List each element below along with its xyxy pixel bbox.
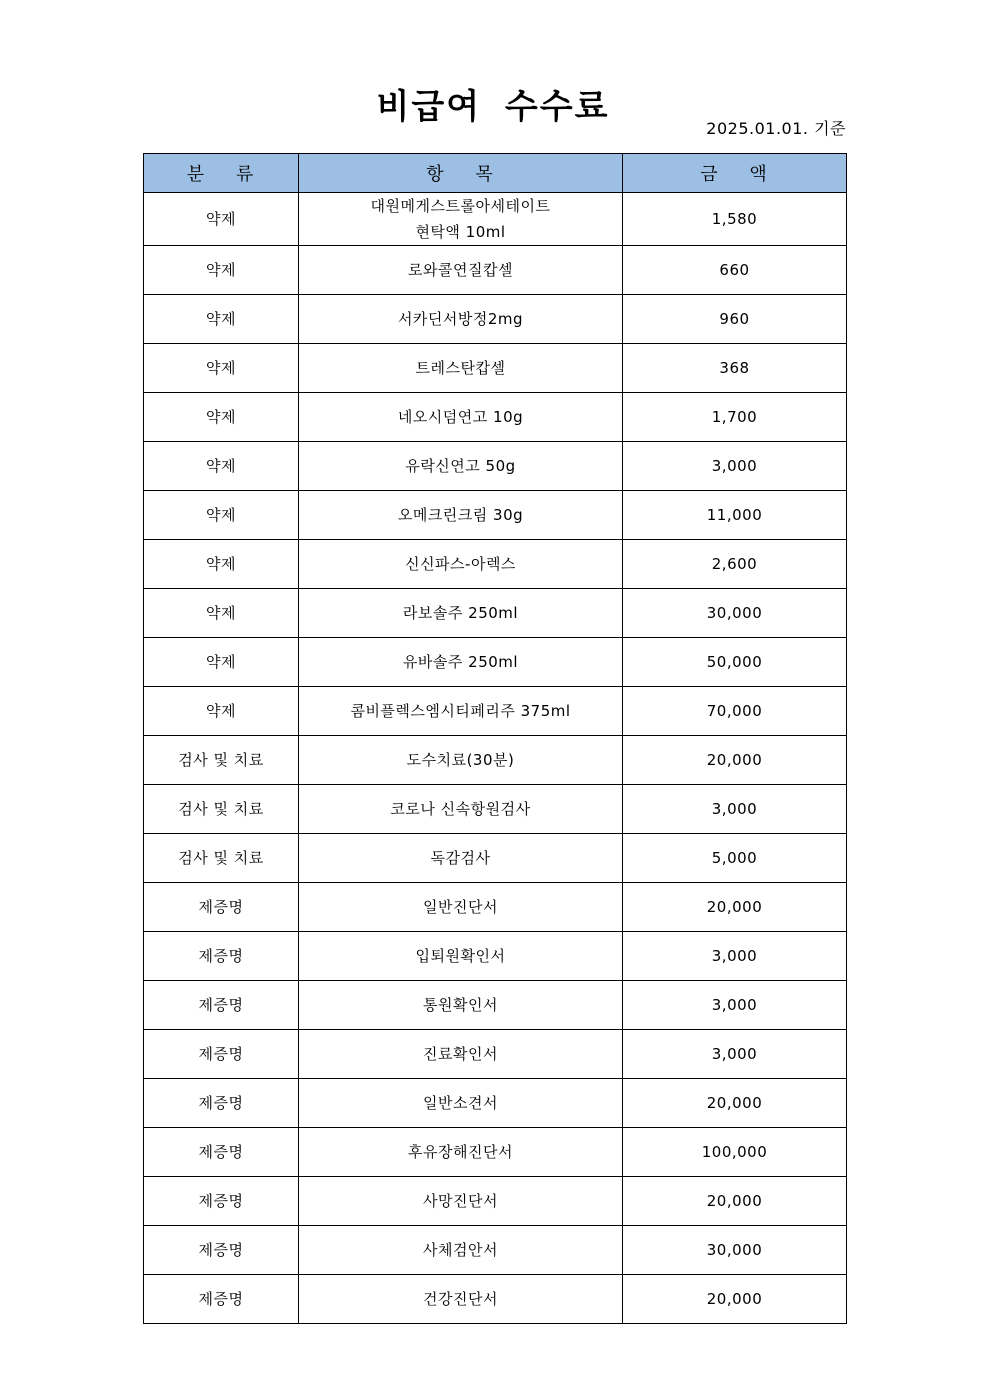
item-cell: 입퇴원확인서 — [299, 932, 623, 981]
item-cell: 코로나 신속항원검사 — [299, 785, 623, 834]
item-cell: 진료확인서 — [299, 1030, 623, 1079]
category-cell: 약제 — [144, 193, 299, 246]
category-cell: 약제 — [144, 295, 299, 344]
amount-cell: 1,700 — [623, 393, 847, 442]
item-cell: 사체검안서 — [299, 1226, 623, 1275]
item-cell: 신신파스-아렉스 — [299, 540, 623, 589]
amount-cell: 30,000 — [623, 1226, 847, 1275]
item-cell: 사망진단서 — [299, 1177, 623, 1226]
table-row — [144, 540, 847, 589]
header-row — [144, 154, 847, 193]
table-row — [144, 344, 847, 393]
table-row — [144, 932, 847, 981]
amount-cell: 2,600 — [623, 540, 847, 589]
table-row — [144, 442, 847, 491]
table-row — [144, 638, 847, 687]
category-cell: 제증명 — [144, 1079, 299, 1128]
amount-cell: 30,000 — [623, 589, 847, 638]
amount-cell: 20,000 — [623, 883, 847, 932]
table-row — [144, 295, 847, 344]
item-cell: 건강진단서 — [299, 1275, 623, 1324]
amount-cell: 3,000 — [623, 932, 847, 981]
table-row — [144, 736, 847, 785]
page-title: 비급여 수수료 — [376, 86, 610, 127]
item-cell: 통원확인서 — [299, 981, 623, 1030]
table-row — [144, 1177, 847, 1226]
item-cell: 유락신연고 50g — [299, 442, 623, 491]
category-cell: 제증명 — [144, 981, 299, 1030]
category-cell: 제증명 — [144, 1177, 299, 1226]
table-row — [144, 687, 847, 736]
table-row — [144, 1030, 847, 1079]
table-row — [144, 834, 847, 883]
fee-table-header — [144, 154, 847, 193]
amount-cell: 3,000 — [623, 981, 847, 1030]
item-cell: 후유장해진단서 — [299, 1128, 623, 1177]
table-row — [144, 246, 847, 295]
category-cell: 약제 — [144, 393, 299, 442]
amount-cell: 70,000 — [623, 687, 847, 736]
amount-cell: 1,580 — [623, 193, 847, 246]
amount-cell: 3,000 — [623, 442, 847, 491]
item-cell: 일반진단서 — [299, 883, 623, 932]
amount-cell: 368 — [623, 344, 847, 393]
category-cell: 제증명 — [144, 883, 299, 932]
item-cell: 트레스탄캅셀 — [299, 344, 623, 393]
category-cell: 약제 — [144, 491, 299, 540]
table-row — [144, 393, 847, 442]
category-cell: 약제 — [144, 246, 299, 295]
table-row — [144, 785, 847, 834]
item-cell: 도수치료(30분) — [299, 736, 623, 785]
item-cell: 콤비플렉스엠시티페리주 375ml — [299, 687, 623, 736]
category-cell: 제증명 — [144, 1128, 299, 1177]
category-cell: 약제 — [144, 540, 299, 589]
amount-cell: 3,000 — [623, 1030, 847, 1079]
amount-cell: 11,000 — [623, 491, 847, 540]
amount-cell: 5,000 — [623, 834, 847, 883]
item-cell: 독감검사 — [299, 834, 623, 883]
amount-cell: 3,000 — [623, 785, 847, 834]
fee-table — [143, 153, 847, 1324]
amount-cell: 20,000 — [623, 1177, 847, 1226]
table-row — [144, 981, 847, 1030]
item-cell: 라보솔주 250ml — [299, 589, 623, 638]
amount-cell: 20,000 — [623, 1079, 847, 1128]
category-cell: 제증명 — [144, 1226, 299, 1275]
item-cell: 서카딘서방정2mg — [299, 295, 623, 344]
amount-cell: 660 — [623, 246, 847, 295]
table-row — [144, 1275, 847, 1324]
category-cell: 약제 — [144, 442, 299, 491]
table-row — [144, 1128, 847, 1177]
category-cell: 제증명 — [144, 1030, 299, 1079]
item-cell: 네오시덤연고 10g — [299, 393, 623, 442]
category-cell: 제증명 — [144, 932, 299, 981]
table-row — [144, 589, 847, 638]
category-cell: 검사 및 치료 — [144, 834, 299, 883]
table-row — [144, 491, 847, 540]
table-row — [144, 883, 847, 932]
amount-cell: 50,000 — [623, 638, 847, 687]
item-cell: 유바솔주 250ml — [299, 638, 623, 687]
item-cell: 일반소견서 — [299, 1079, 623, 1128]
fee-table-body — [144, 193, 847, 1324]
category-cell: 검사 및 치료 — [144, 785, 299, 834]
base-date: 2025.01.01. 기준 — [706, 119, 846, 138]
amount-cell: 100,000 — [623, 1128, 847, 1177]
amount-cell: 20,000 — [623, 736, 847, 785]
category-cell: 약제 — [144, 687, 299, 736]
category-cell: 약제 — [144, 344, 299, 393]
table-row — [144, 1079, 847, 1128]
header-item: 항 목 — [299, 154, 623, 193]
item-cell: 로와콜연질캅셀 — [299, 246, 623, 295]
amount-cell: 20,000 — [623, 1275, 847, 1324]
category-cell: 약제 — [144, 589, 299, 638]
item-cell: 대원메게스트롤아세테이트 현탁액 10ml — [299, 193, 623, 246]
table-row — [144, 1226, 847, 1275]
category-cell: 제증명 — [144, 1275, 299, 1324]
category-cell: 약제 — [144, 638, 299, 687]
amount-cell: 960 — [623, 295, 847, 344]
item-cell: 오메크린크림 30g — [299, 491, 623, 540]
header-category: 분 류 — [144, 154, 299, 193]
table-row — [144, 193, 847, 246]
category-cell: 검사 및 치료 — [144, 736, 299, 785]
header-amount: 금 액 — [623, 154, 847, 193]
